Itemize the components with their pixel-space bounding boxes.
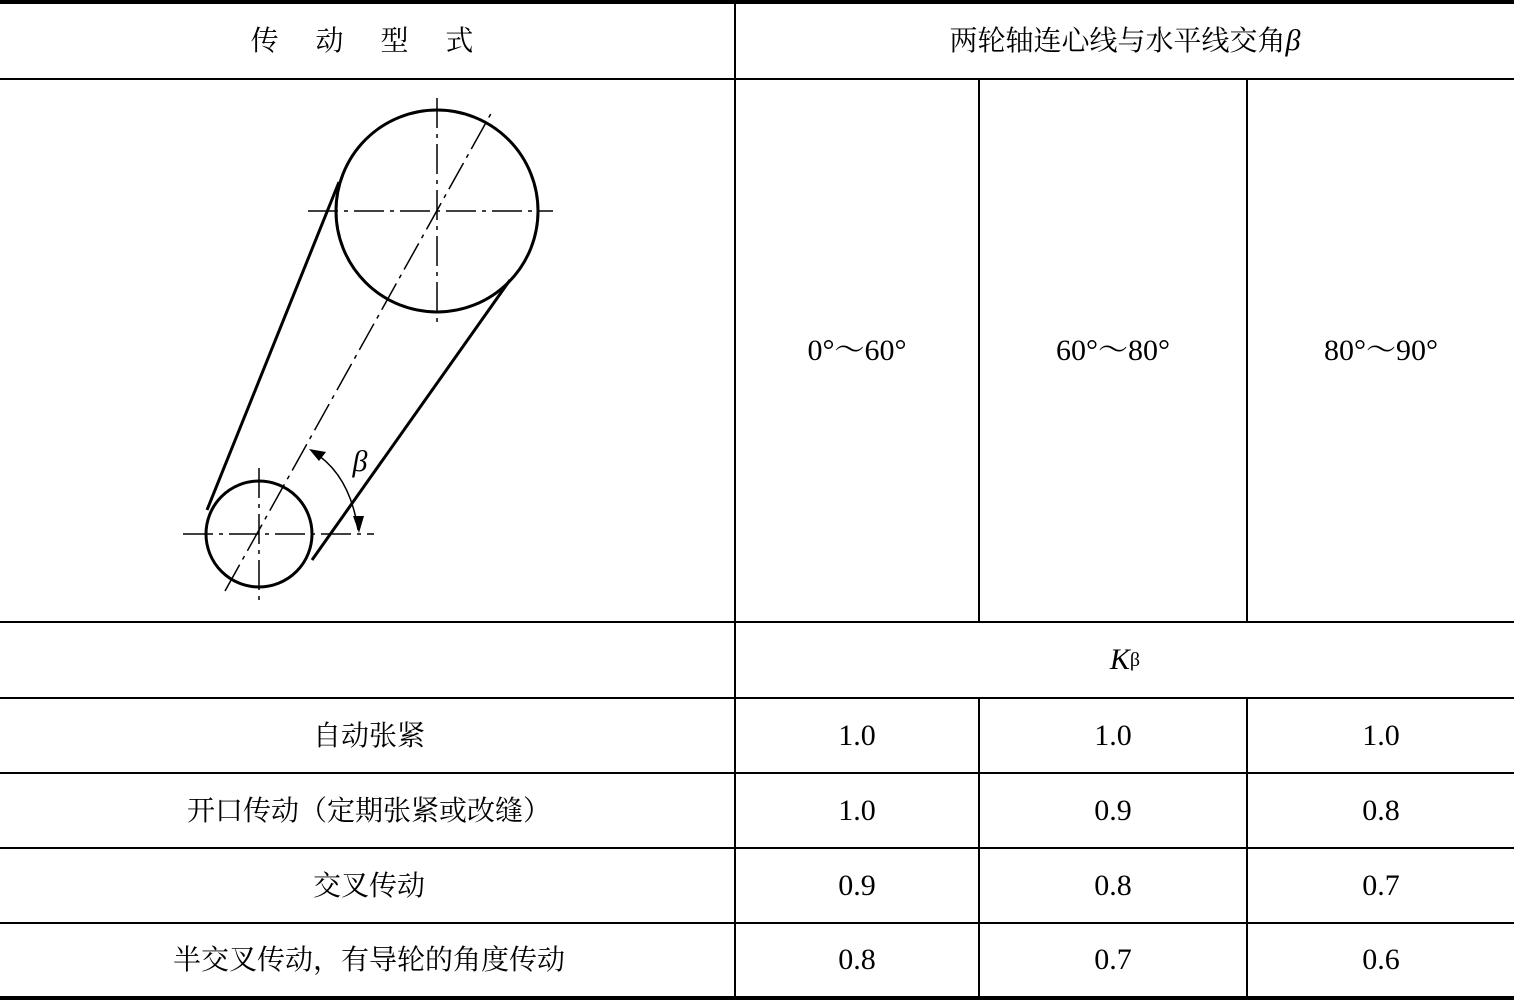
row-2-value-2 — [980, 774, 1246, 847]
range-text-1: 0°～60° — [807, 333, 907, 367]
row-2-value-2-text: 0.9 — [1094, 793, 1132, 827]
row-3-value-1 — [736, 849, 978, 922]
row-1-value-3 — [1248, 699, 1514, 772]
header-transmission-type-text: 传 动 型 式 — [250, 24, 488, 57]
row-3-type-text: 交叉传动 — [312, 868, 425, 902]
row-4-value-1 — [736, 924, 978, 996]
row-3-value-3-text: 0.7 — [1362, 868, 1400, 902]
range-cell-2 — [980, 80, 1246, 621]
belt-drive-diagram — [0, 0, 734, 622]
belt-right-line — [312, 280, 510, 560]
row-3-value-2 — [980, 849, 1246, 922]
range-text-2: 60°～80° — [1056, 333, 1170, 367]
row-1-type-text: 自动张紧 — [312, 718, 425, 752]
range-text-3: 80°～90° — [1324, 333, 1438, 367]
diagram-angle-label-text: β — [352, 445, 368, 478]
header-angle — [736, 4, 1514, 78]
angle-arc-arrow-end — [353, 516, 364, 533]
diagram-angle-label — [340, 444, 380, 480]
row-3-type — [4, 849, 734, 922]
row-1-value-2-text: 1.0 — [1094, 718, 1132, 752]
row-3-value-2-text: 0.8 — [1094, 868, 1132, 902]
row-1-value-2 — [980, 699, 1246, 772]
row-3-value-3 — [1248, 849, 1514, 922]
row-2-value-3-text: 0.8 — [1362, 793, 1400, 827]
row-4-value-3-text: 0.6 — [1362, 943, 1400, 976]
header-angle-text: 两轮轴连心线与水平线交角 — [949, 24, 1286, 57]
row-4-type-text: 半交叉传动，有导轮的角度传动 — [172, 943, 565, 976]
range-cell-3 — [1248, 80, 1514, 621]
row-4-value-2-text: 0.7 — [1094, 943, 1132, 976]
row-2-type-text: 开口传动（定期张紧或改缝） — [186, 793, 551, 827]
row-3-value-1-text: 0.9 — [838, 868, 876, 902]
row-1-type — [4, 699, 734, 772]
coefficient-header — [736, 623, 1514, 697]
row-1-value-3-text: 1.0 — [1362, 718, 1400, 752]
row-4-value-2 — [980, 924, 1246, 996]
table-bottom-rule — [0, 996, 1514, 1000]
belt-left-line — [207, 182, 339, 510]
row-2-type — [4, 774, 734, 847]
row-2-value-3 — [1248, 774, 1514, 847]
coefficient-subscript: β — [1129, 649, 1141, 671]
row-4-value-1-text: 0.8 — [838, 943, 876, 976]
header-angle-symbol: β — [1285, 24, 1301, 57]
row-1-value-1 — [736, 699, 978, 772]
row-1-value-1-text: 1.0 — [838, 718, 876, 752]
row-2-value-1 — [736, 774, 978, 847]
row-4-type — [4, 924, 734, 996]
range-cell-1 — [736, 80, 978, 621]
row-2-value-1-text: 1.0 — [838, 793, 876, 827]
row-4-value-3 — [1248, 924, 1514, 996]
coefficient-symbol: K — [1109, 643, 1130, 676]
